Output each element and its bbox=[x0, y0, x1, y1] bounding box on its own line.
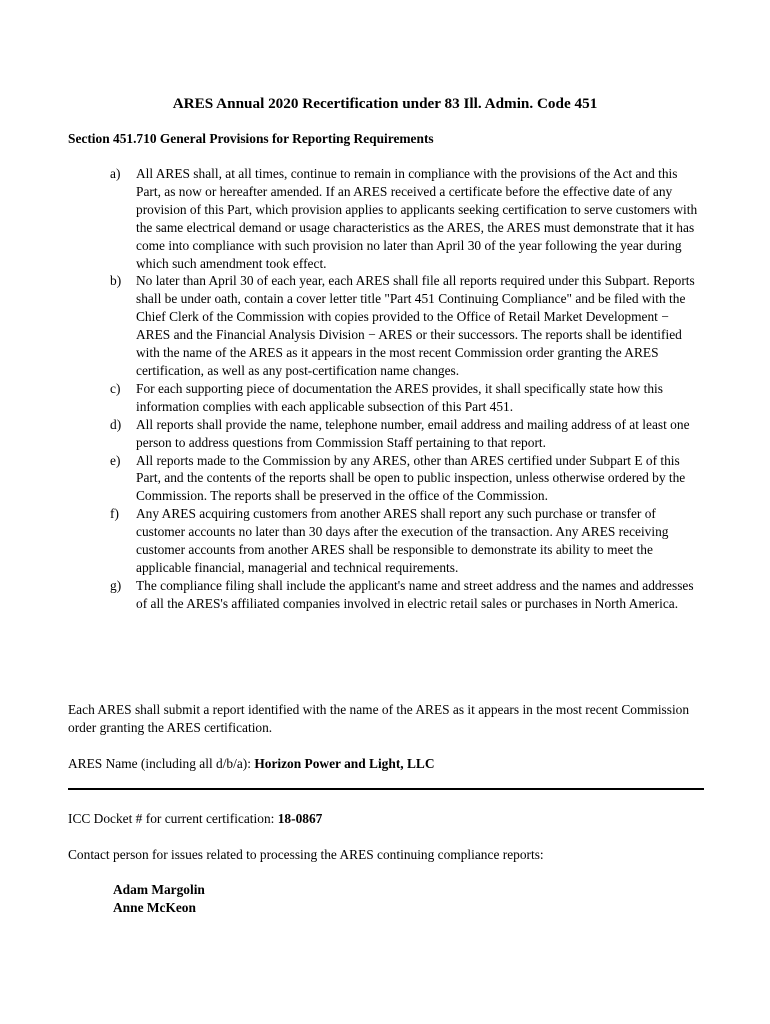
provision-item bbox=[110, 165, 702, 272]
summary-paragraph: Each ARES shall submit a report identified with the name of the ARES as it appears in the most recent Commission order granting the ARES certification. bbox=[68, 702, 690, 735]
contacts-list bbox=[113, 881, 205, 917]
provision-item bbox=[110, 577, 702, 613]
provision-text: All reports shall provide the name, telephone number, email address and mailing address of at least one person to address questions from Commission Staff pertaining to that report. bbox=[136, 416, 690, 450]
provision-marker: b) bbox=[110, 273, 122, 289]
divider bbox=[68, 788, 704, 790]
docket-line bbox=[68, 810, 322, 828]
provision-item bbox=[110, 272, 702, 379]
ares-name-label: ARES Name (including all d/b/a): bbox=[68, 756, 251, 771]
provision-marker: f) bbox=[110, 506, 119, 522]
contact-intro: Contact person for issues related to processing the ARES continuing compliance reports: bbox=[68, 847, 544, 862]
provision-text: No later than April 30 of each year, each ARES shall file all reports required under this Subpart. Reports shall be under oath, contain a cover letter title "Part 451 Continuing Compliance" and be filed with the Chief Clerk of the Commission with copies provided to the Office of Retail Market Development − ARES and the Financial Analysis Division − ARES or their successors. The reports shall be identified with the name of the ARES as it appears in the most recent Commission order granting the ARES certification, as well as any post-certification name changes. bbox=[136, 273, 695, 378]
document-title: ARES Annual 2020 Recertification under 83 Ill. Admin. Code 451 bbox=[172, 95, 598, 112]
ares-name-value: Horizon Power and Light, LLC bbox=[254, 756, 435, 771]
provisions-list bbox=[110, 165, 702, 613]
provision-text: The compliance filing shall include the applicant's name and street address and the names and addresses of all the ARES's affiliated companies involved in electric retail sales or purchases in North America. bbox=[136, 577, 694, 611]
contact-name: Anne McKeon bbox=[113, 900, 196, 915]
docket-label: ICC Docket # for current certification: bbox=[68, 811, 275, 826]
provision-item bbox=[110, 380, 702, 416]
contact-name: Adam Margolin bbox=[113, 882, 205, 897]
provision-text: All reports made to the Commission by any ARES, other than ARES certified under Subpart E of this Part, and the contents of the reports shall be open to public inspection, unless otherwise ordered by the Commission. The reports shall be preserved in the office of the Commission. bbox=[136, 452, 686, 504]
docket-value: 18-0867 bbox=[277, 811, 323, 826]
section-heading: Section 451.710 General Provisions for Reporting Requirements bbox=[68, 131, 434, 146]
provision-item bbox=[110, 416, 702, 452]
provision-marker: e) bbox=[110, 452, 121, 468]
provision-marker: d) bbox=[110, 416, 122, 432]
provision-item bbox=[110, 505, 702, 577]
provision-marker: a) bbox=[110, 166, 121, 181]
provision-marker: c) bbox=[110, 380, 121, 396]
provision-item bbox=[110, 452, 702, 506]
provision-text: Any ARES acquiring customers from another ARES shall report any such purchase or transfer of customer accounts no later than 30 days after the execution of the transaction. Any ARES receiving customer accounts from another ARES shall be responsible to demonstrate its ability to meet the applicable financial, managerial and technical requirements. bbox=[136, 506, 669, 575]
provision-marker: g) bbox=[110, 577, 122, 593]
provision-text: All ARES shall, at all times, continue to remain in compliance with the provisions of the Act and this Part, as now or hereafter amended. If an ARES received a certificate before the effective date of any provision of this Part, which provision applies to applicants seeking certification to serve customers with the same electrical demand or usage characteristics as the ARES, the ARES must demonstrate that it has come into compliance with such provision no later than April 30 of the year following the year during which such amendment took effect. bbox=[136, 166, 698, 271]
provision-text: For each supporting piece of documentation the ARES provides, it shall specifically state how this information complies with each applicable subsection of this Part 451. bbox=[136, 380, 663, 414]
ares-name-line bbox=[68, 755, 435, 773]
